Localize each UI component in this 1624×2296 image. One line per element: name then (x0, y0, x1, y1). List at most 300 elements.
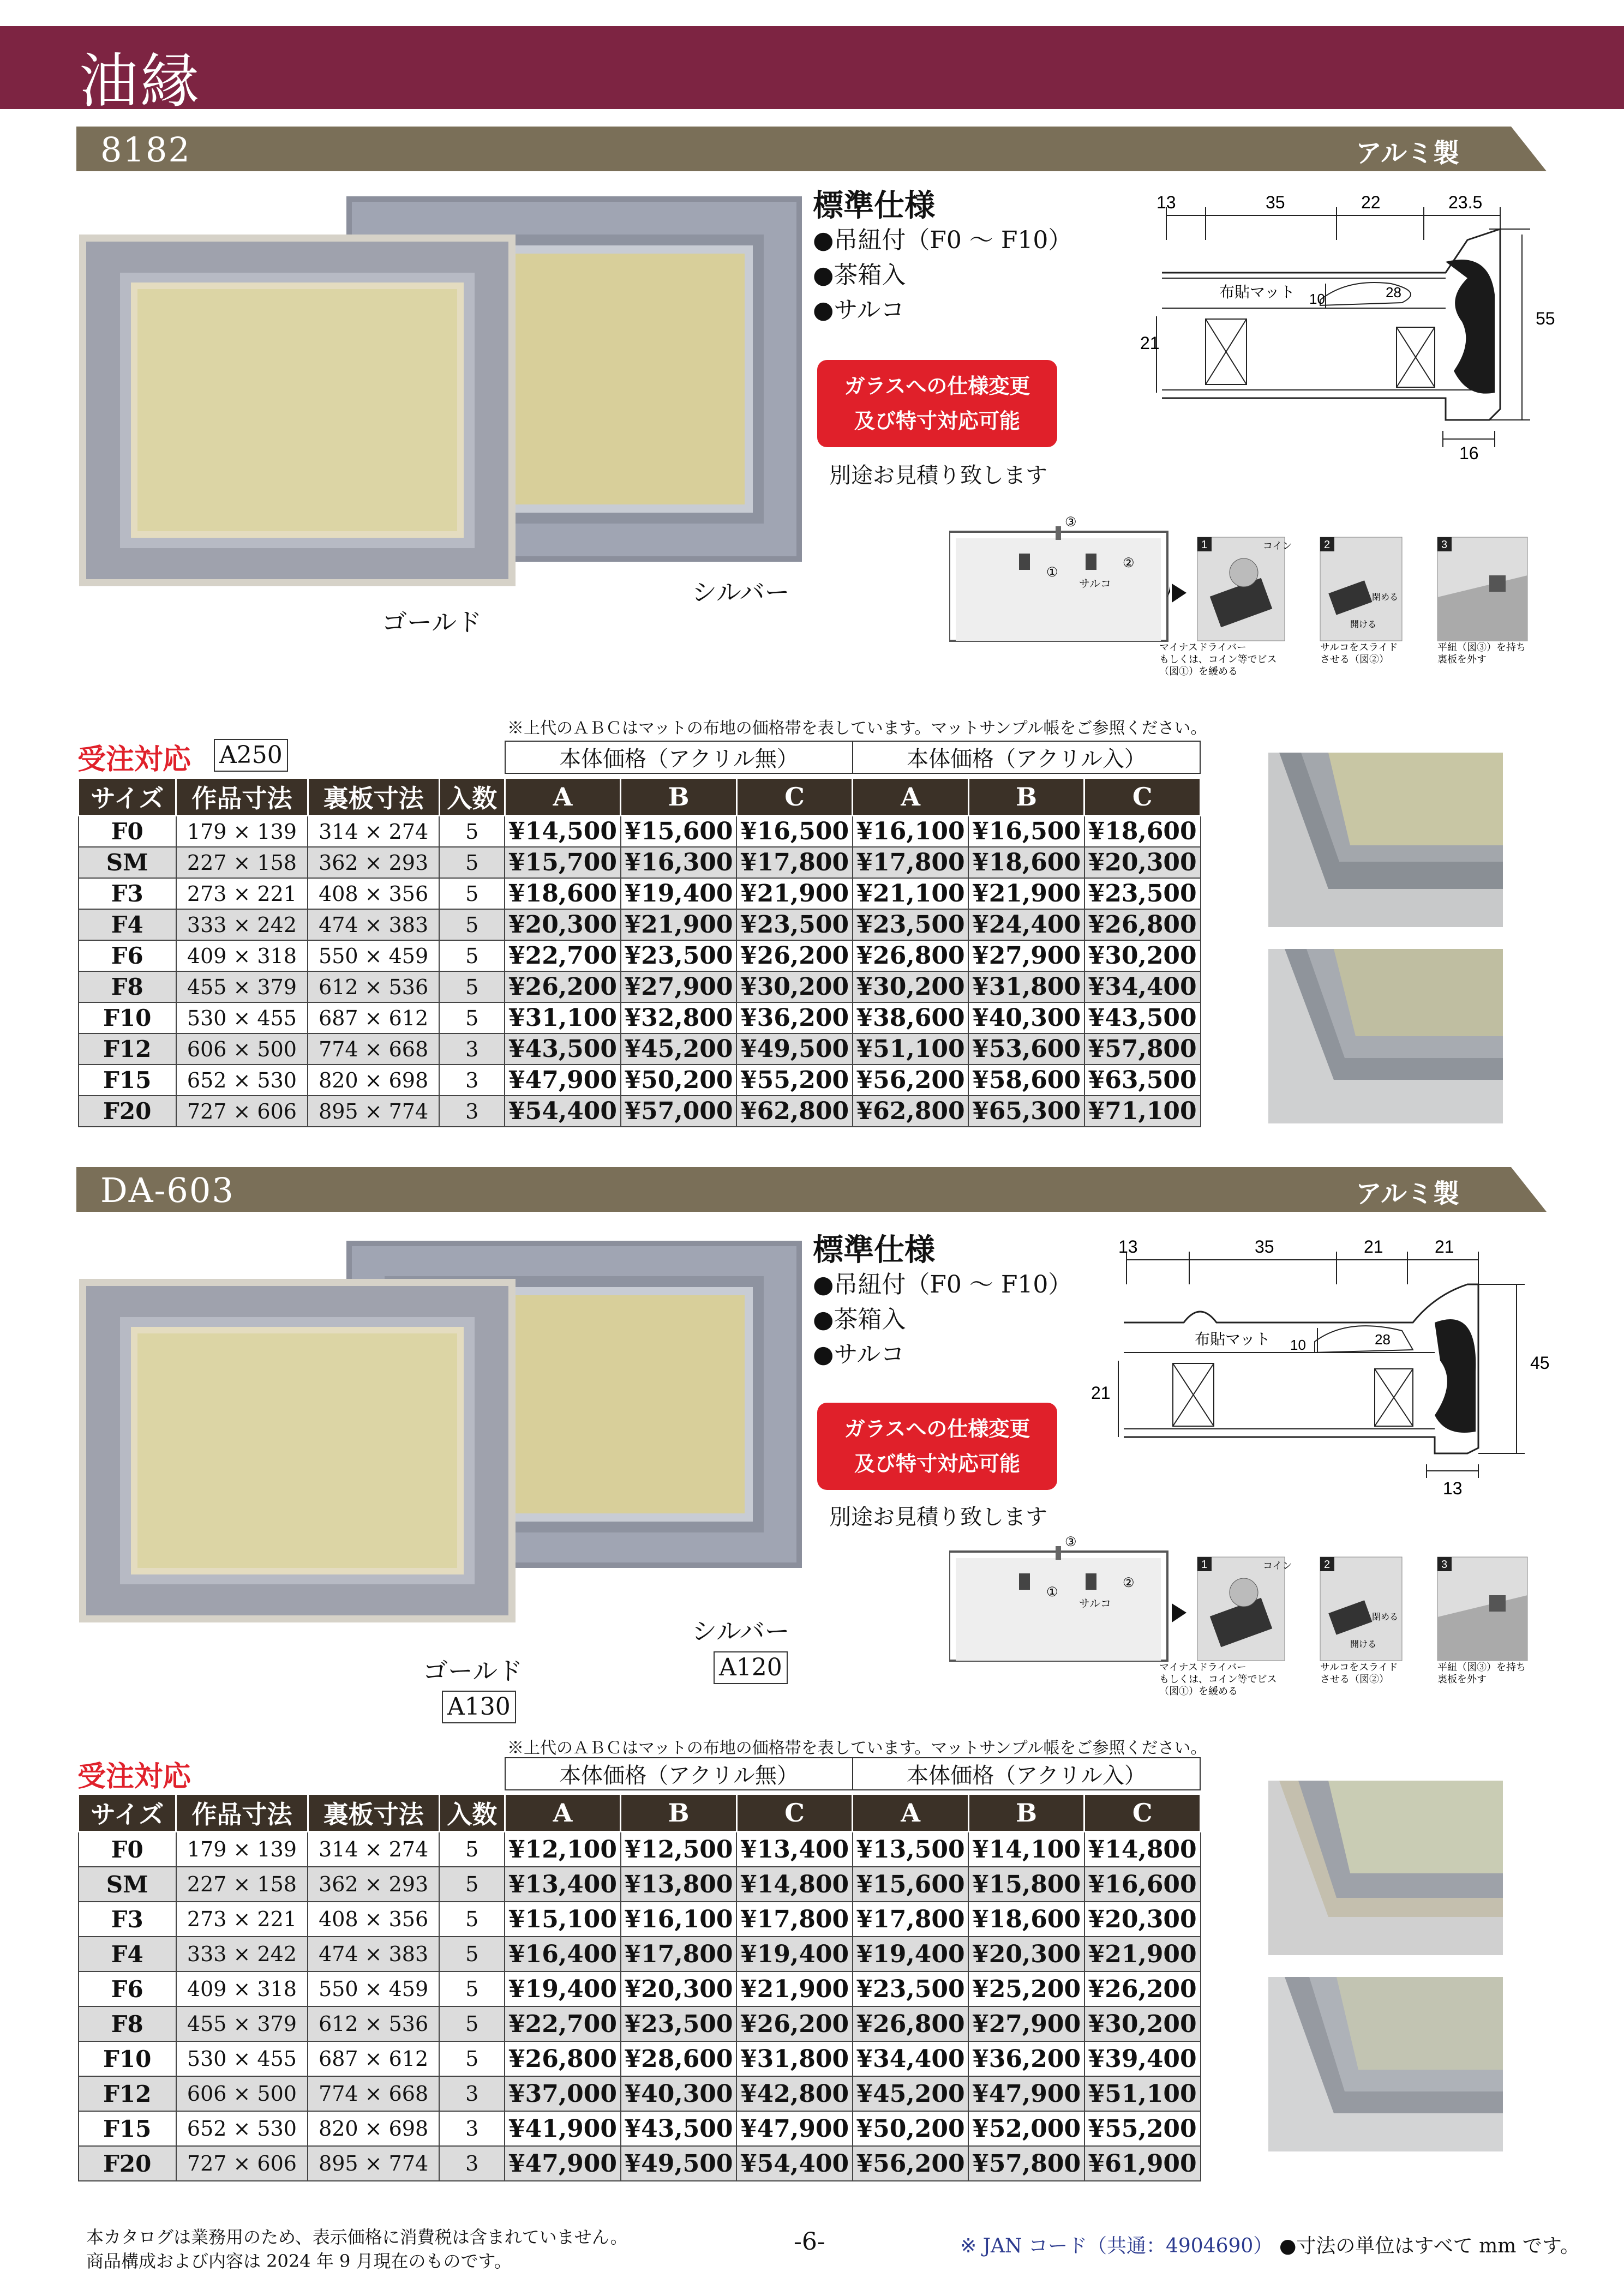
table-cell: ¥53,600 (968, 1033, 1084, 1065)
table-cell: ¥27,900 (968, 2006, 1084, 2041)
column-header: 作品寸法 (176, 1794, 308, 1832)
table-cell: ¥61,900 (1084, 2146, 1201, 2181)
mat-label: 布貼マット (1219, 284, 1295, 300)
page-header (0, 26, 1624, 116)
label-gold: ゴールド (423, 1656, 523, 1686)
table-cell: 179 × 139 (176, 1832, 308, 1867)
table-cell: 314 × 274 (308, 816, 439, 848)
table-cell: ¥49,500 (621, 2146, 737, 2181)
page-number: -6- (794, 2228, 825, 2256)
callout: 閉める (1372, 1613, 1399, 1622)
column-header: 裏板寸法 (308, 1794, 439, 1832)
table-row (79, 1065, 1201, 1096)
dim-label: 21 (1140, 333, 1160, 353)
section-bar-da603 (76, 1167, 1547, 1212)
table-cell: ¥43,500 (1084, 1002, 1201, 1033)
table-cell: ¥16,100 (853, 816, 969, 848)
table-cell: 409 × 318 (176, 940, 308, 971)
glass-option-badge (817, 1403, 1057, 1490)
table-cell: ¥23,500 (621, 2006, 737, 2041)
callout: ① (1046, 565, 1058, 580)
table-cell: ¥16,500 (736, 816, 853, 848)
dim-label: 28 (1386, 284, 1401, 300)
table-cell: ¥16,600 (1084, 1867, 1201, 1902)
spec-item: ●サルコ (813, 1341, 905, 1368)
table-cell: ¥57,800 (968, 2146, 1084, 2181)
table-cell: ¥13,800 (621, 1867, 737, 1902)
table-row (79, 971, 1201, 1002)
table-cell: ¥14,500 (505, 816, 621, 848)
caption: （図①）を緩める (1159, 666, 1238, 677)
table-cell: ¥38,600 (853, 1002, 969, 1033)
section-bar-8182 (76, 127, 1547, 171)
column-header: A (853, 1794, 969, 1832)
badge-line: ガラスへの仕様変更 (844, 1416, 1030, 1441)
table-cell: ¥27,900 (621, 971, 737, 1002)
table-cell: ¥40,300 (968, 1002, 1084, 1033)
table-cell: 474 × 383 (308, 1937, 439, 1972)
table-cell: 362 × 293 (308, 1867, 439, 1902)
table-cell: ¥18,600 (968, 847, 1084, 878)
callout: ② (1123, 556, 1135, 570)
caption: マイナスドライバー (1159, 642, 1247, 653)
table-cell: 5 (439, 1867, 505, 1902)
table-cell: ¥22,700 (505, 2006, 621, 2041)
column-header: 作品寸法 (176, 778, 308, 816)
table-cell: 3 (439, 1096, 505, 1127)
spec-item: ●茶箱入 (813, 1306, 906, 1333)
table-cell: 550 × 459 (308, 940, 439, 971)
profile-diagram-8182 (1140, 191, 1560, 469)
callout: ① (1046, 1585, 1058, 1600)
table-cell: 3 (439, 1033, 505, 1065)
column-header: C (736, 778, 853, 816)
table-row (79, 1832, 1201, 1867)
table-cell: 5 (439, 1902, 505, 1937)
dim-label: 23.5 (1448, 193, 1483, 212)
caption: もしくは、コイン等でビス (1159, 654, 1277, 665)
callout: ③ (1065, 1535, 1077, 1549)
profile-diagram-da603 (1086, 1235, 1555, 1502)
table-cell: 820 × 698 (308, 2111, 439, 2146)
table-cell: ¥27,900 (968, 940, 1084, 971)
dim-label: 21 (1364, 1237, 1383, 1257)
table-row (79, 1937, 1201, 1972)
table-cell: ¥31,800 (736, 2041, 853, 2076)
dim-label: 35 (1255, 1237, 1274, 1257)
dim-label: 16 (1459, 443, 1479, 463)
spec-item: ●サルコ (813, 296, 905, 324)
table-cell: 5 (439, 847, 505, 878)
column-header: サイズ (79, 778, 176, 816)
table-cell: ¥20,300 (1084, 847, 1201, 878)
table-cell: 455 × 379 (176, 971, 308, 1002)
table-cell: ¥21,900 (968, 878, 1084, 909)
table-cell: 612 × 536 (308, 2006, 439, 2041)
step-number: 3 (1441, 539, 1448, 551)
table-row (79, 1033, 1201, 1065)
table-cell: 5 (439, 2041, 505, 2076)
table-cell: 550 × 459 (308, 1972, 439, 2006)
footer-line: 本カタログは業務用のため、表示価格に消費税は含まれていません。 (86, 2227, 628, 2247)
estimate-note: 別途お見積り致します (829, 1505, 1047, 1530)
table-cell: ¥19,400 (736, 1937, 853, 1972)
mat-label: 布貼マット (1195, 1331, 1271, 1348)
code-gold: A130 (442, 1691, 516, 1723)
table-cell: 5 (439, 1002, 505, 1033)
column-header: C (736, 1794, 853, 1832)
column-header: A (505, 1794, 621, 1832)
table-row (79, 1902, 1201, 1937)
table-cell: 606 × 500 (176, 2076, 308, 2111)
table-cell: 687 × 612 (308, 2041, 439, 2076)
table-cell: ¥21,900 (1084, 1937, 1201, 1972)
caption: 平紐（図③）を持ち (1437, 642, 1526, 653)
dim-label: 45 (1530, 1353, 1550, 1373)
price-table-8182 (77, 777, 1201, 1127)
table-cell: 687 × 612 (308, 1002, 439, 1033)
price-group-header (505, 741, 1201, 774)
table-cell: F12 (79, 2076, 176, 2111)
table-cell: ¥17,800 (621, 1937, 737, 1972)
table-cell: ¥20,300 (621, 1972, 737, 2006)
table-cell: ¥17,800 (736, 1902, 853, 1937)
spec-heading: 標準仕様 (813, 188, 935, 224)
table-cell: ¥26,800 (853, 940, 969, 971)
table-cell: 408 × 356 (308, 878, 439, 909)
table-cell: 409 × 318 (176, 1972, 308, 2006)
step-number: 1 (1201, 539, 1208, 551)
table-cell: ¥18,600 (505, 878, 621, 909)
abc-note: ※上代のＡＢＣはマットの布地の価格帯を表しています。マットサンプル帳をご参照ください。 (507, 719, 1207, 738)
table-cell: F20 (79, 1096, 176, 1127)
table-cell: ¥26,800 (1084, 909, 1201, 940)
table-cell: F10 (79, 2041, 176, 2076)
table-cell: ¥15,800 (968, 1867, 1084, 1902)
badge-line: 及び特寸対応可能 (854, 1451, 1020, 1476)
table-cell: 333 × 242 (176, 1937, 308, 1972)
callout: ② (1123, 1576, 1135, 1590)
dim-label: 10 (1290, 1337, 1306, 1353)
abc-note: ※上代のＡＢＣはマットの布地の価格帯を表しています。マットサンプル帳をご参照ください。 (507, 1739, 1207, 1758)
table-cell: 3 (439, 2111, 505, 2146)
dim-label: 21 (1435, 1237, 1454, 1257)
spec-item: ●茶箱入 (813, 261, 906, 289)
table-cell: ¥65,300 (968, 1096, 1084, 1127)
table-cell: ¥26,800 (505, 2041, 621, 2076)
table-cell: ¥17,800 (853, 1902, 969, 1937)
table-cell: ¥55,200 (736, 1065, 853, 1096)
section-bar-shape (76, 127, 1547, 171)
model-name: DA-603 (100, 1170, 235, 1210)
table-cell: ¥71,100 (1084, 1096, 1201, 1127)
table-cell: ¥36,200 (736, 1002, 853, 1033)
table-cell: F0 (79, 1832, 176, 1867)
table-row (79, 2076, 1201, 2111)
table-cell: ¥21,100 (853, 878, 969, 909)
group-acrylic: 本体価格（アクリル入） (853, 741, 1200, 773)
table-row (79, 2041, 1201, 2076)
table-cell: 5 (439, 816, 505, 848)
table-cell: ¥15,600 (853, 1867, 969, 1902)
table-cell: ¥25,200 (968, 1972, 1084, 2006)
table-cell: ¥45,200 (621, 1033, 737, 1065)
dim-label: 35 (1266, 193, 1285, 212)
table-row (79, 878, 1201, 909)
table-cell: ¥57,000 (621, 1096, 737, 1127)
table-cell: ¥18,600 (968, 1902, 1084, 1937)
table-cell: 606 × 500 (176, 1033, 308, 1065)
table-cell: ¥47,900 (736, 2111, 853, 2146)
dim-label: 10 (1309, 291, 1325, 307)
order-label: 受注対応 (77, 743, 191, 776)
table-cell: ¥26,800 (853, 2006, 969, 2041)
table-cell: 530 × 455 (176, 2041, 308, 2076)
table-cell: ¥62,800 (853, 1096, 969, 1127)
table-cell: ¥58,600 (968, 1065, 1084, 1096)
caption: サルコをスライド (1320, 642, 1398, 653)
table-cell: ¥45,200 (853, 2076, 969, 2111)
table-cell: F8 (79, 2006, 176, 2041)
table-cell: ¥37,000 (505, 2076, 621, 2111)
label-silver: シルバー (692, 578, 790, 607)
table-cell: F6 (79, 940, 176, 971)
callout: 開ける (1350, 1640, 1377, 1649)
table-row (79, 1096, 1201, 1127)
code-silver: A120 (714, 1651, 788, 1684)
price-group-header (505, 1757, 1201, 1790)
table-cell: SM (79, 1867, 176, 1902)
caption: させる（図②） (1320, 654, 1389, 665)
dim-label: 22 (1361, 193, 1381, 212)
table-cell: 5 (439, 2006, 505, 2041)
table-cell: 530 × 455 (176, 1002, 308, 1033)
table-cell: ¥17,800 (736, 847, 853, 878)
table-cell: F4 (79, 909, 176, 940)
column-header: C (1084, 1794, 1201, 1832)
caption: もしくは、コイン等でビス (1159, 1674, 1277, 1685)
table-cell: ¥13,400 (505, 1867, 621, 1902)
caption: マイナスドライバー (1159, 1662, 1247, 1673)
table-cell: ¥30,200 (853, 971, 969, 1002)
group-acrylic: 本体価格（アクリル入） (853, 1758, 1200, 1790)
table-cell: ¥19,400 (621, 878, 737, 909)
table-cell: 612 × 536 (308, 971, 439, 1002)
column-header: サイズ (79, 1794, 176, 1832)
table-cell: ¥43,500 (505, 1033, 621, 1065)
table-cell: ¥41,900 (505, 2111, 621, 2146)
table-cell: ¥23,500 (1084, 878, 1201, 909)
table-cell: 179 × 139 (176, 816, 308, 848)
callout: コイン (1263, 540, 1292, 551)
table-cell: F3 (79, 878, 176, 909)
table-cell: F15 (79, 2111, 176, 2146)
table-cell: F0 (79, 816, 176, 848)
table-cell: 774 × 668 (308, 2076, 439, 2111)
callout: ③ (1065, 515, 1077, 530)
table-row (79, 816, 1201, 848)
column-header: A (853, 778, 969, 816)
table-cell: ¥13,500 (853, 1832, 969, 1867)
column-header: B (968, 778, 1084, 816)
table-cell: ¥15,700 (505, 847, 621, 878)
table-row (79, 1867, 1201, 1902)
step-number: 2 (1324, 1559, 1331, 1571)
column-header: A (505, 778, 621, 816)
column-header: B (968, 1794, 1084, 1832)
table-row (79, 847, 1201, 878)
spec-heading: 標準仕様 (813, 1232, 935, 1268)
table-cell: 3 (439, 2146, 505, 2181)
table-cell: 5 (439, 971, 505, 1002)
glass-option-badge (817, 360, 1057, 447)
callout: 開ける (1350, 620, 1377, 629)
table-cell: 273 × 221 (176, 878, 308, 909)
table-cell: F3 (79, 1902, 176, 1937)
table-cell: ¥22,700 (505, 940, 621, 971)
table-cell: ¥39,400 (1084, 2041, 1201, 2076)
assembly-instructions (949, 515, 1549, 679)
table-cell: ¥34,400 (1084, 971, 1201, 1002)
table-cell: 5 (439, 878, 505, 909)
table-cell: ¥12,100 (505, 1832, 621, 1867)
column-header: B (621, 1794, 737, 1832)
price-table-da603 (77, 1793, 1201, 2181)
table-cell: 408 × 356 (308, 1902, 439, 1937)
table-row (79, 1002, 1201, 1033)
table-cell: 3 (439, 1065, 505, 1096)
table-cell: ¥24,400 (968, 909, 1084, 940)
table-cell: 895 × 774 (308, 1096, 439, 1127)
table-cell: 5 (439, 1937, 505, 1972)
table-cell: ¥50,200 (621, 1065, 737, 1096)
table-cell: ¥23,500 (853, 1972, 969, 2006)
table-cell: ¥31,100 (505, 1002, 621, 1033)
table-cell: 5 (439, 1972, 505, 2006)
caption: 裏板を外す (1437, 654, 1487, 665)
table-row (79, 1972, 1201, 2006)
table-row (79, 909, 1201, 940)
table-cell: ¥20,300 (968, 1937, 1084, 1972)
table-cell: 474 × 383 (308, 909, 439, 940)
table-cell: ¥56,200 (853, 1065, 969, 1096)
table-cell: ¥62,800 (736, 1096, 853, 1127)
frame-photo-da603 (76, 1235, 807, 1661)
material-label: アルミ製 (1355, 1179, 1459, 1209)
badge-line: ガラスへの仕様変更 (844, 374, 1030, 398)
table-cell: ¥14,100 (968, 1832, 1084, 1867)
table-cell: ¥50,200 (853, 2111, 969, 2146)
footer-line: 商品構成および内容は 2024 年 9 月現在のものです。 (86, 2251, 512, 2271)
table-cell: ¥63,500 (1084, 1065, 1201, 1096)
table-cell: ¥34,400 (853, 2041, 969, 2076)
assembly-instructions (949, 1535, 1549, 1699)
table-cell: 652 × 530 (176, 1065, 308, 1096)
column-header: 入数 (439, 778, 505, 816)
table-cell: ¥23,500 (853, 909, 969, 940)
column-header: 入数 (439, 1794, 505, 1832)
dim-label: 13 (1118, 1237, 1138, 1257)
table-cell: ¥56,200 (853, 2146, 969, 2181)
table-cell: 774 × 668 (308, 1033, 439, 1065)
table-cell: ¥47,900 (968, 2076, 1084, 2111)
table-cell: SM (79, 847, 176, 878)
table-cell: ¥55,200 (1084, 2111, 1201, 2146)
caption: サルコをスライド (1320, 1662, 1398, 1673)
caption: 裏板を外す (1437, 1674, 1487, 1685)
table-cell: ¥21,900 (736, 1972, 853, 2006)
group-no-acrylic: 本体価格（アクリル無） (505, 1758, 853, 1790)
column-header: C (1084, 778, 1201, 816)
table-cell: ¥23,500 (736, 909, 853, 940)
table-cell: ¥30,200 (1084, 940, 1201, 971)
model-name: 8182 (100, 130, 191, 170)
table-cell: F4 (79, 1937, 176, 1972)
table-cell: ¥16,400 (505, 1937, 621, 1972)
table-cell: ¥15,600 (621, 816, 737, 848)
table-cell: ¥30,200 (1084, 2006, 1201, 2041)
table-cell: ¥42,800 (736, 2076, 853, 2111)
table-cell: ¥51,100 (853, 1033, 969, 1065)
table-cell: ¥16,500 (968, 816, 1084, 848)
estimate-note: 別途お見積り致します (829, 463, 1047, 488)
table-cell: ¥20,300 (505, 909, 621, 940)
table-cell: ¥14,800 (1084, 1832, 1201, 1867)
step-number: 2 (1324, 539, 1331, 551)
table-cell: ¥26,200 (736, 2006, 853, 2041)
table-row (79, 2146, 1201, 2181)
footer-notes (86, 2225, 628, 2273)
table-cell: F8 (79, 971, 176, 1002)
table-cell: ¥21,900 (621, 909, 737, 940)
order-code: A250 (214, 739, 288, 772)
section-bar-shape (76, 1167, 1547, 1212)
table-cell: ¥16,100 (621, 1902, 737, 1937)
table-cell: 820 × 698 (308, 1065, 439, 1096)
table-cell: ¥31,800 (968, 971, 1084, 1002)
label-gold: ゴールド (382, 608, 482, 637)
table-cell: ¥12,500 (621, 1832, 737, 1867)
table-cell: ¥19,400 (853, 1937, 969, 1972)
table-cell: ¥47,900 (505, 2146, 621, 2181)
spec-block (813, 1233, 1072, 1372)
table-cell: 5 (439, 909, 505, 940)
table-cell: ¥23,500 (621, 940, 737, 971)
table-cell: ¥36,200 (968, 2041, 1084, 2076)
table-cell: 455 × 379 (176, 2006, 308, 2041)
dim-label: 21 (1091, 1383, 1111, 1403)
table-cell: F15 (79, 1065, 176, 1096)
table-cell: ¥20,300 (1084, 1902, 1201, 1937)
group-no-acrylic: 本体価格（アクリル無） (505, 741, 853, 773)
table-cell: ¥21,900 (736, 878, 853, 909)
table-cell: ¥30,200 (736, 971, 853, 1002)
callout: コイン (1263, 1560, 1292, 1571)
jan-code-note: ※ JAN コード（共通：4904690） (960, 2235, 1273, 2257)
table-cell: ¥49,500 (736, 1033, 853, 1065)
page-title: 油縁 (79, 47, 202, 116)
corner-photos-da603 (1268, 1781, 1503, 2151)
table-cell: ¥28,600 (621, 2041, 737, 2076)
table-cell: ¥14,800 (736, 1867, 853, 1902)
table-cell: F20 (79, 2146, 176, 2181)
table-cell: ¥40,300 (621, 2076, 737, 2111)
table-cell: 333 × 242 (176, 909, 308, 940)
table-cell: ¥19,400 (505, 1972, 621, 2006)
table-cell: 362 × 293 (308, 847, 439, 878)
table-cell: 227 × 158 (176, 847, 308, 878)
dim-label: 13 (1156, 193, 1176, 212)
